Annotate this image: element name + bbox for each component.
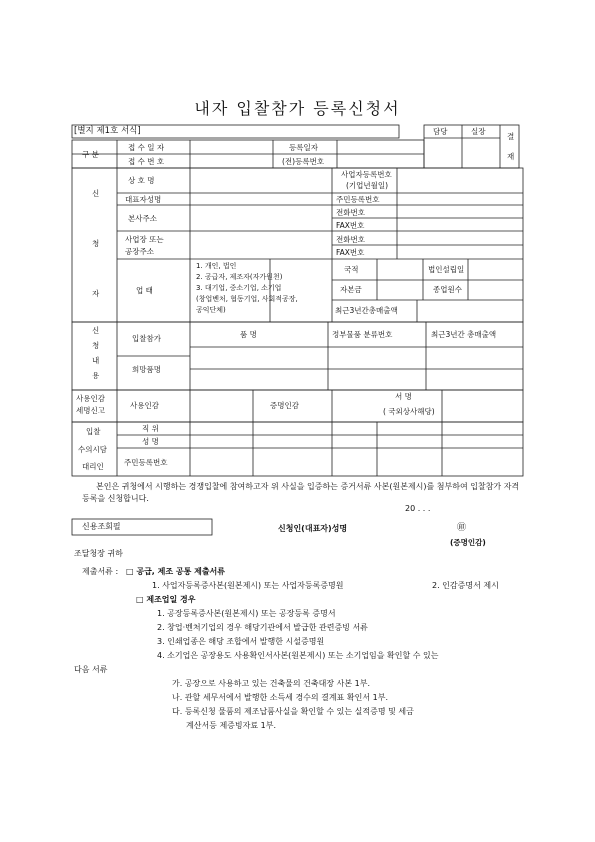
- sign-sub-label: ( 국외상사해당): [383, 407, 435, 416]
- type-line-5: 공익단체): [196, 306, 226, 314]
- type-line-4: (창업벤처, 협동기업, 사회적공장,: [196, 295, 298, 303]
- bid-item-label: 입찰참가: [132, 334, 161, 343]
- approval-gyeol: 결: [507, 132, 515, 141]
- application-side-2: 청: [92, 341, 100, 350]
- resident-no-label: 주민등록번호: [336, 195, 380, 204]
- employees-label: 종업원수: [433, 285, 462, 294]
- trade-name-label: 상 호 명: [128, 176, 155, 185]
- agent-position-label: 직 위: [142, 424, 159, 433]
- agent-side-2: 수의시담: [78, 445, 107, 454]
- docs-mfg-2: 2. 창업·벤처기업의 경우 해당기관에서 발급한 관련증빙 서류: [157, 623, 368, 632]
- docs-common-2: 2. 인감증명서 제시: [432, 581, 499, 590]
- applicant-side-1: 신: [92, 189, 100, 198]
- seal-label: (증명인감): [450, 538, 486, 547]
- item-name-header: 품 명: [240, 330, 257, 339]
- page-title: 내자 입찰참가 등록신청서: [194, 99, 401, 118]
- fax1-label: FAX번호: [336, 221, 365, 230]
- approval-manager: 담당: [433, 127, 448, 136]
- receipt-no-label: 접 수 번 호: [128, 157, 165, 166]
- docs-mfg-1: 1. 공장등록증사본(원본제시) 또는 공장등록 증명서: [157, 609, 336, 618]
- declaration-text: 본인은 귀청에서 시행하는 경쟁입찰에 참여하고자 위 사실을 입증하는 증거서류 사본(원본제시)를 첨부하여 입찰참가 자격등록을 신청합니다.: [82, 482, 520, 503]
- applicant-sign-label: 신청인(대표자)성명: [278, 524, 348, 533]
- phone1-label: 전화번호: [336, 208, 365, 217]
- seal-side-1: 사용인감: [76, 394, 105, 403]
- gov-class-header: 정부물품 분류번호: [332, 330, 393, 339]
- docs-mfg-3: 3. 인쇄업종은 해당 조합에서 발행한 시설증명원: [157, 637, 325, 646]
- reg-date-label: 등록일자: [289, 143, 318, 152]
- agent-name-label: 성 명: [142, 437, 159, 446]
- type-line-2: 2. 공급자, 제조자(자가원천): [196, 273, 283, 281]
- corp-date-label: 법인설립일: [428, 265, 465, 274]
- representative-label: 대표자성명: [125, 195, 162, 204]
- prev-reg-no-label: (전)등록번호: [282, 157, 325, 166]
- business-type-label: 업 태: [136, 286, 153, 295]
- agent-side-3: 대리인: [82, 462, 104, 471]
- docs-sub-c1: 다. 등록신청 물품의 제조납품사실을 확인할 수 있는 실적증명 및 세금: [172, 707, 414, 716]
- docs-mfg-4b: 다음 서류: [74, 665, 108, 674]
- docs-head: 제출서류 :: [82, 567, 119, 576]
- biz-reg-no-sub: (기업년월일): [346, 181, 389, 190]
- docs-sub-c2: 계산서등 제증빙자료 1부.: [186, 721, 276, 730]
- application-side-4: 용: [92, 371, 100, 380]
- type-line-1: 1. 개인, 법인: [196, 262, 237, 270]
- capital-label: 자본금: [340, 285, 362, 294]
- phone2-label: 전화번호: [336, 235, 365, 244]
- docs-mfg-title: □ 제조업일 경우: [136, 595, 196, 604]
- nationality-label: 국적: [344, 265, 359, 274]
- plant-address-label-1: 사업장 또는: [125, 235, 164, 244]
- cert-seal-label: 증명인감: [270, 401, 299, 410]
- application-side-3: 내: [92, 356, 100, 365]
- docs-sub-b: 나. 관할 세무서에서 발행한 소득세 경수의 결계표 확인서 1부.: [172, 693, 388, 702]
- approval-director: 실장: [471, 127, 486, 136]
- plant-address-label-2: 공장주소: [125, 247, 154, 256]
- docs-sub-a: 가. 공장으로 사용하고 있는 건축물의 건축대장 사본 1부.: [172, 679, 370, 688]
- seal-mark: ㊞: [457, 523, 467, 533]
- seal-side-2: 세명신고: [76, 406, 105, 415]
- used-seal-label: 사용인감: [130, 401, 159, 410]
- sales3-header: 최근3년간 총매출액: [431, 330, 497, 339]
- docs-common-1: 1. 사업자등록증사본(원본제시) 또는 사업자등록증명원: [152, 581, 344, 590]
- credit-check-box: 신용조회필: [82, 522, 121, 531]
- sign-label: 서 명: [395, 392, 412, 401]
- form-number: [별지 제1호 서식]: [74, 126, 141, 136]
- type-line-3: 3. 대기업, 중소기업, 소기업: [196, 284, 282, 292]
- wanted-item-label: 희망품명: [132, 365, 161, 374]
- application-side-1: 신: [92, 326, 100, 335]
- fax2-label: FAX번호: [336, 248, 365, 257]
- applicant-side-3: 자: [92, 289, 100, 298]
- receipt-date-label: 접 수 일 자: [128, 143, 165, 152]
- hq-address-label: 본사주소: [128, 214, 157, 223]
- date-line: 20 . . .: [405, 504, 431, 513]
- biz-reg-no-label: 사업자등록번호: [341, 170, 392, 179]
- agent-resident-no-label: 주민등록번호: [124, 458, 168, 467]
- docs-mfg-4: 4. 소기업은 공장용도 사용확인서사본(원본제시) 또는 소기업임을 확인할 수 있는: [157, 651, 439, 660]
- docs-common-title: □ 공급, 제조 공통 제출서류: [126, 567, 226, 576]
- agent-side-1: 입찰: [86, 427, 101, 436]
- approval-jae: 재: [507, 152, 515, 161]
- sales-label: 최근3년간총매출액: [335, 306, 398, 315]
- gubun-label: 구 분: [82, 150, 99, 159]
- applicant-side-2: 청: [92, 239, 100, 248]
- addressee: 조달청장 귀하: [74, 549, 123, 558]
